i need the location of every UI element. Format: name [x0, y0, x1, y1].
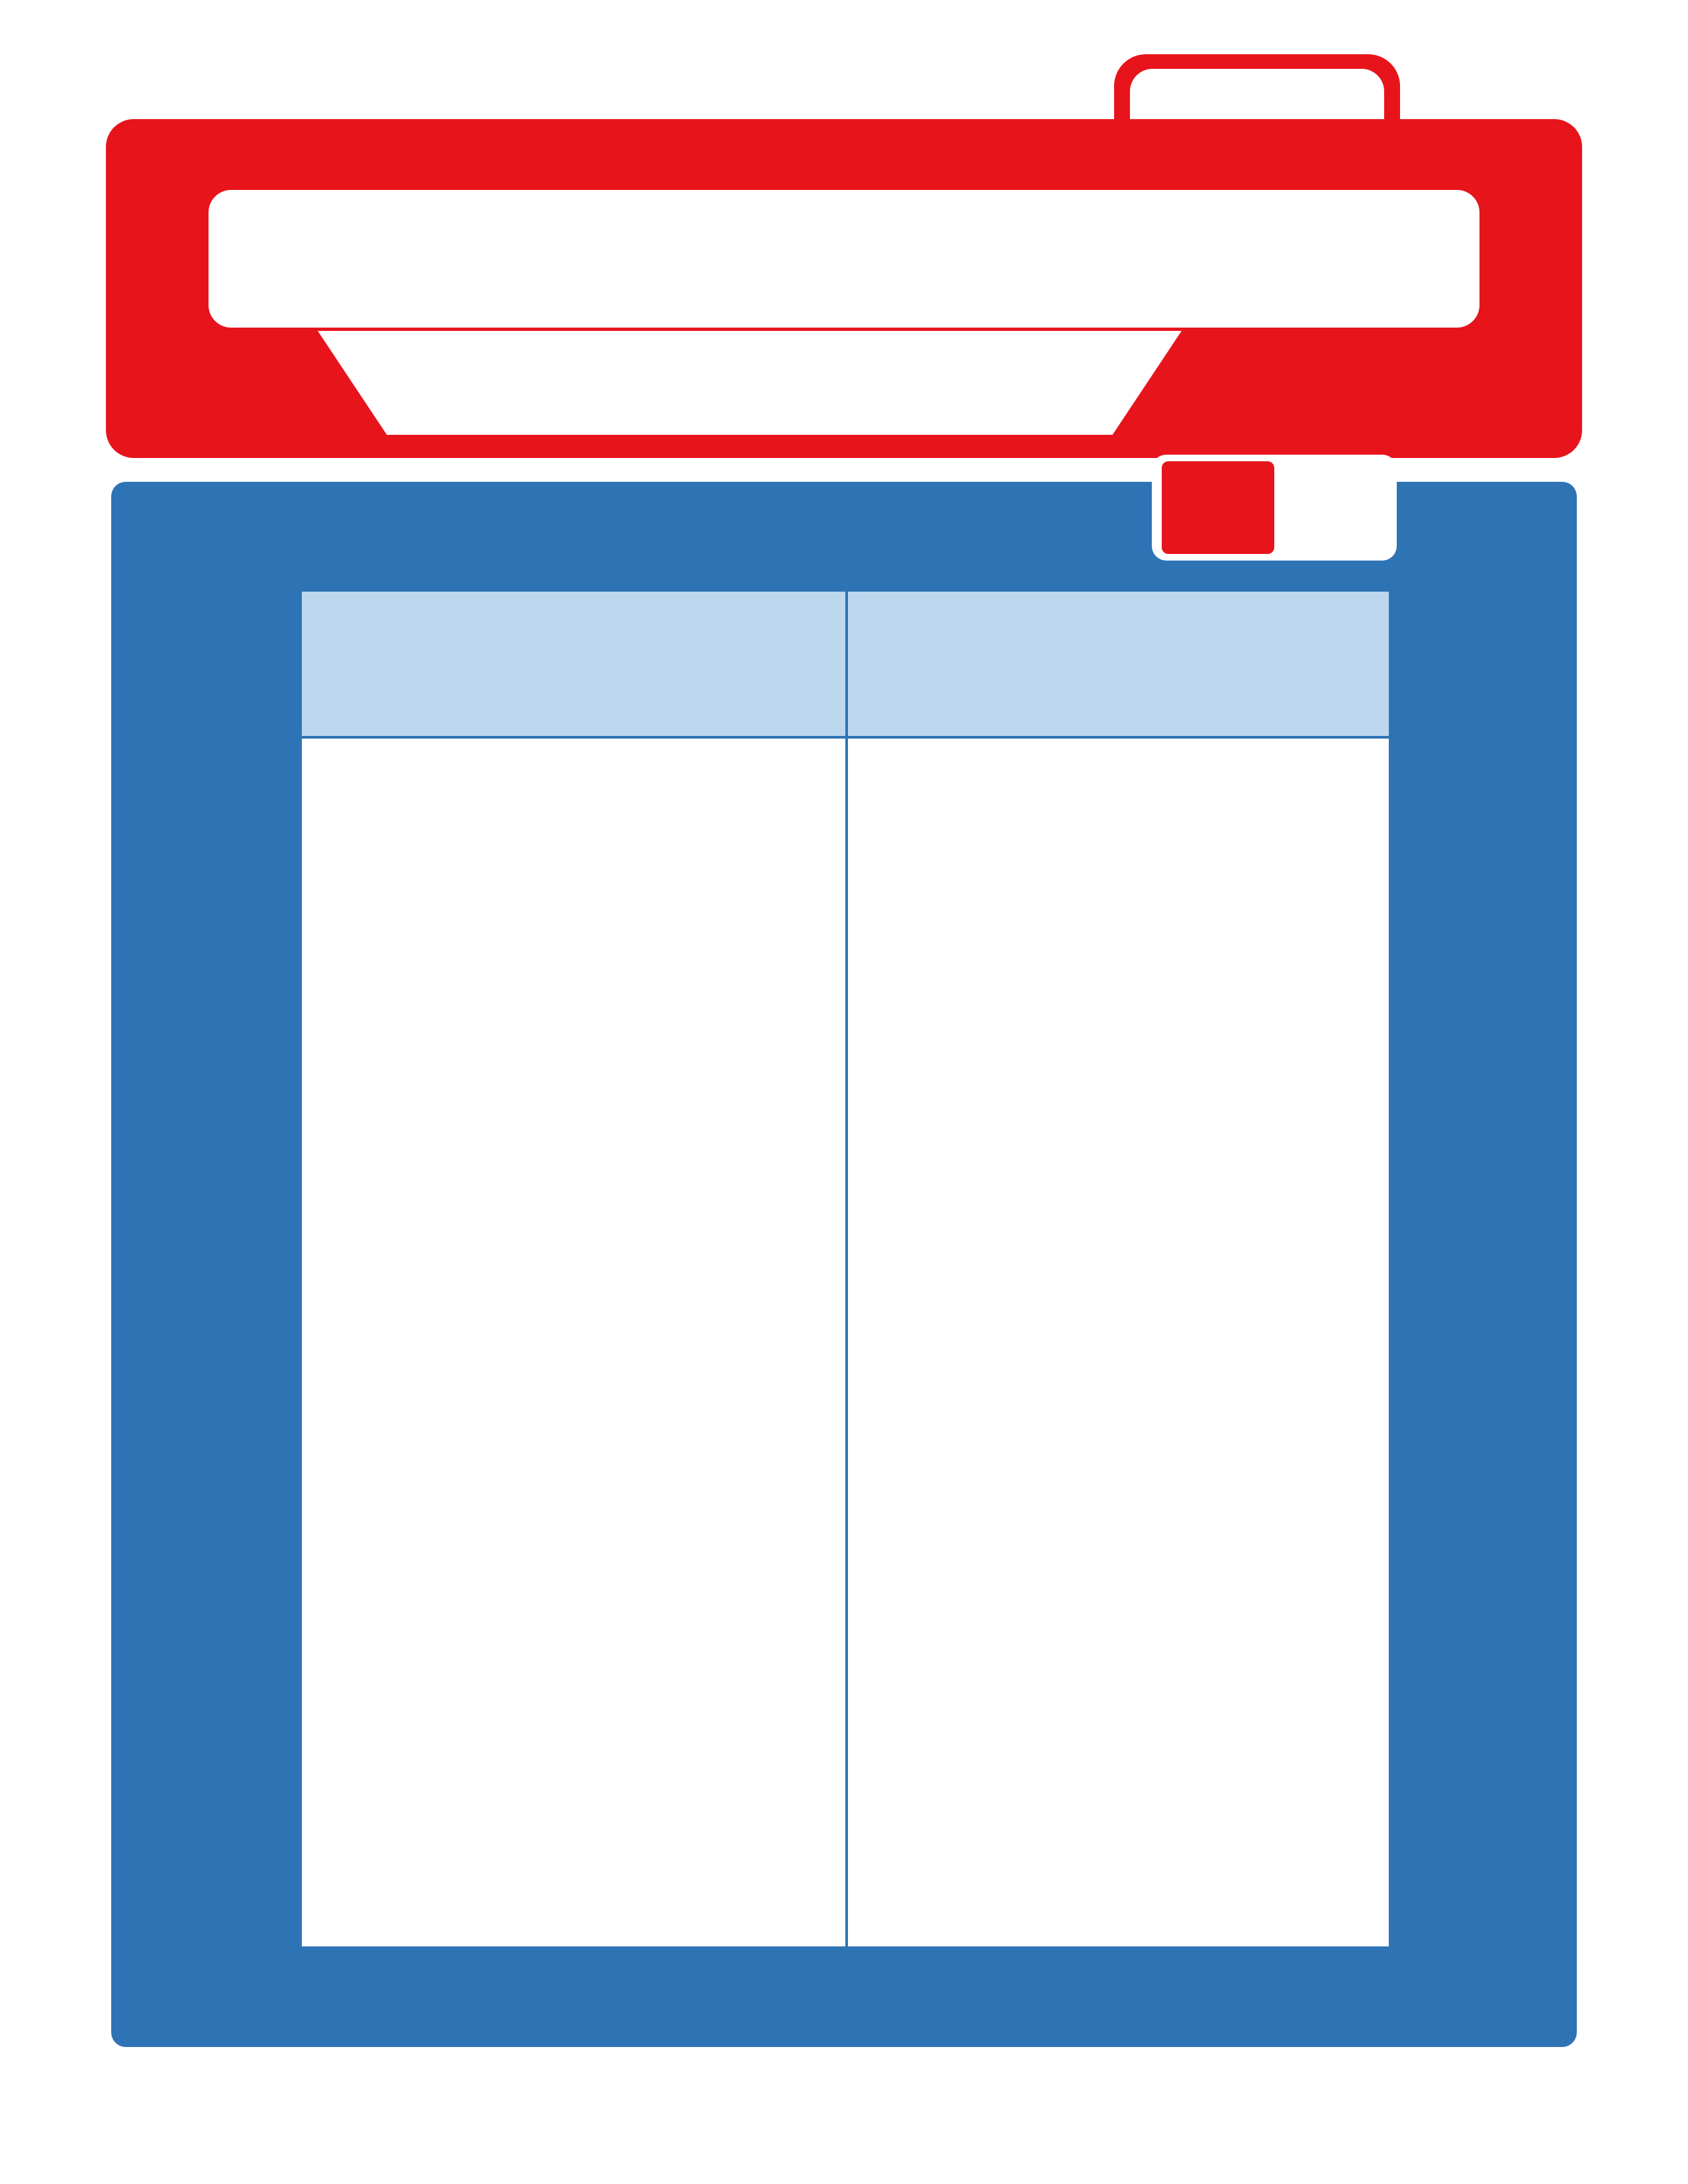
title-box [209, 190, 1479, 328]
date-label [424, 334, 761, 400]
column-divider [845, 592, 848, 1946]
header-neighborhood [848, 592, 1389, 736]
subtitle [894, 357, 1423, 417]
price-table [299, 589, 1391, 1949]
divar-logo [1162, 461, 1274, 554]
source-label [1294, 471, 1387, 518]
header-price [302, 592, 848, 736]
